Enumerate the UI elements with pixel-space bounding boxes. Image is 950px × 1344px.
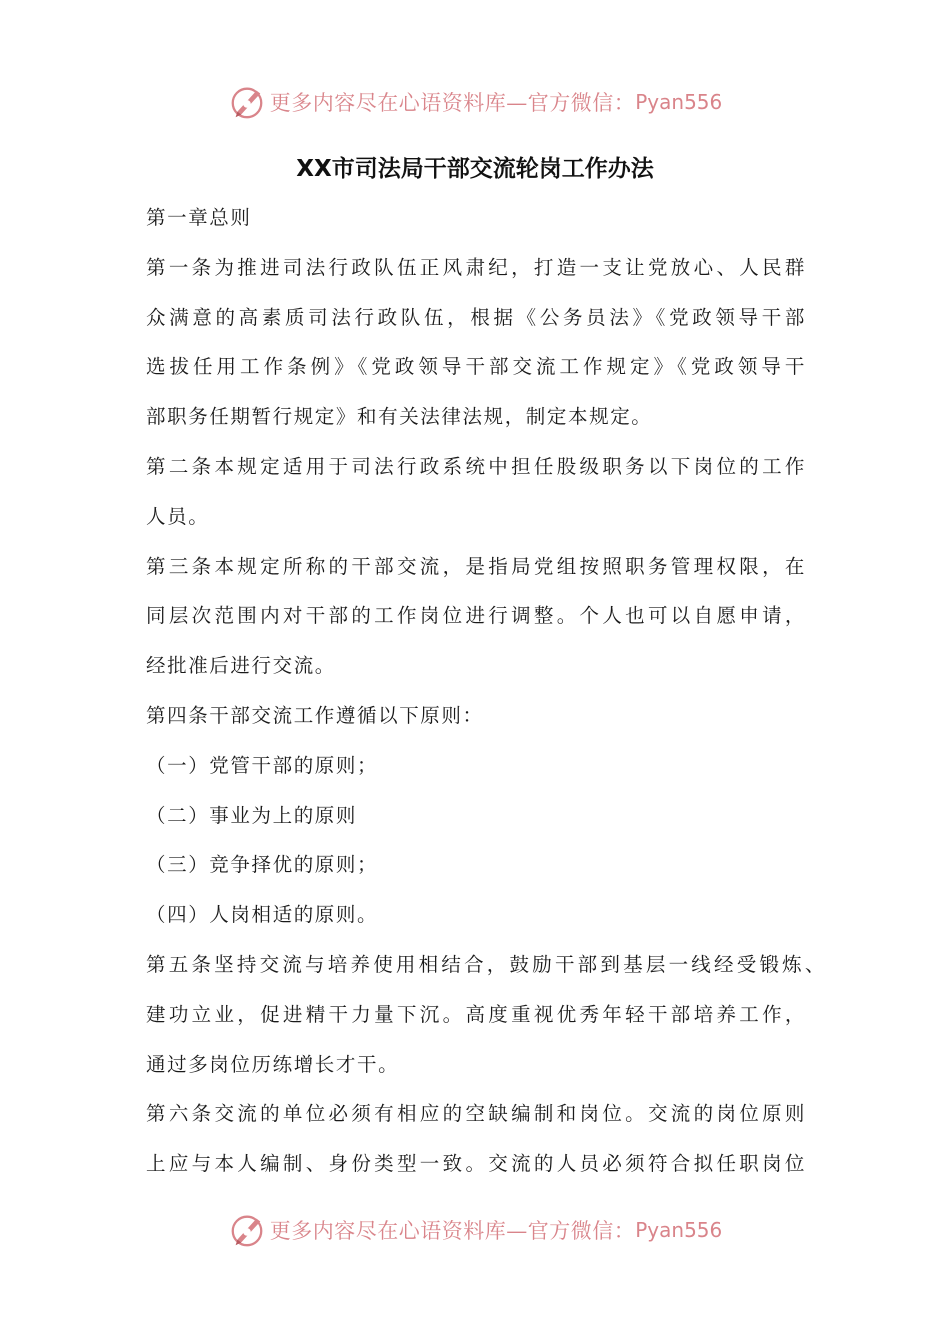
document-title: XX市司法局干部交流轮岗工作办法	[296, 156, 654, 182]
text-line: 第三条本规定所称的干部交流，是指局党组按照职务管理权限，在	[146, 554, 806, 578]
text-line: 建功立业，促进精干力量下沉。高度重视优秀年轻干部培养工作，	[146, 1002, 806, 1026]
text-line: 上应与本人编制、身份类型一致。交流的人员必须符合拟任职岗位	[146, 1152, 806, 1176]
text-line: 第二条本规定适用于司法行政系统中担任股级职务以下岗位的工作	[146, 454, 806, 478]
watermark-id: Pyan556	[635, 90, 723, 114]
watermark-id: Pyan556	[635, 1218, 723, 1242]
text-line: 人员。	[146, 504, 210, 528]
watermark-text: 更多内容尽在心语资料库—官方微信：	[269, 91, 636, 115]
watermark-text: 更多内容尽在心语资料库—官方微信：	[269, 1219, 636, 1243]
text-line: 第五条坚持交流与培养使用相结合，鼓励干部到基层一线经受锻炼、	[146, 952, 826, 976]
watermark-banner-bottom	[0, 1208, 950, 1252]
text-line: （四）人岗相适的原则。	[146, 903, 379, 927]
text-line: 选拔任用工作条例》《党政领导干部交流工作规定》《党政领导干	[146, 355, 806, 379]
text-line: （一）党管干部的原则；	[146, 753, 379, 777]
text-line: （二）事业为上的原则	[146, 803, 358, 827]
text-line: 经批准后进行交流。	[146, 654, 336, 678]
text-line: 众满意的高素质司法行政队伍，根据《公务员法》《党政领导干部	[146, 305, 806, 329]
document-body	[146, 200, 836, 1196]
pen-logo-icon	[228, 1211, 266, 1249]
text-line: （三）竞争择优的原则；	[146, 853, 379, 877]
text-line: 通过多岗位历练增长才干。	[146, 1052, 400, 1076]
text-line: 第四条干部交流工作遵循以下原则：	[146, 703, 484, 727]
watermark-banner-top	[0, 80, 950, 124]
text-line: 第六条交流的单位必须有相应的空缺编制和岗位。交流的岗位原则	[146, 1102, 806, 1126]
text-line: 同层次范围内对干部的工作岗位进行调整。个人也可以自愿申请，	[146, 604, 806, 628]
text-line: 第一条为推进司法行政队伍正风肃纪，打造一支让党放心、人民群	[146, 255, 806, 279]
text-line: 第一章总则	[146, 206, 252, 229]
pen-logo-icon	[228, 83, 266, 121]
text-line: 部职务任期暂行规定》和有关法律法规，制定本规定。	[146, 405, 653, 429]
